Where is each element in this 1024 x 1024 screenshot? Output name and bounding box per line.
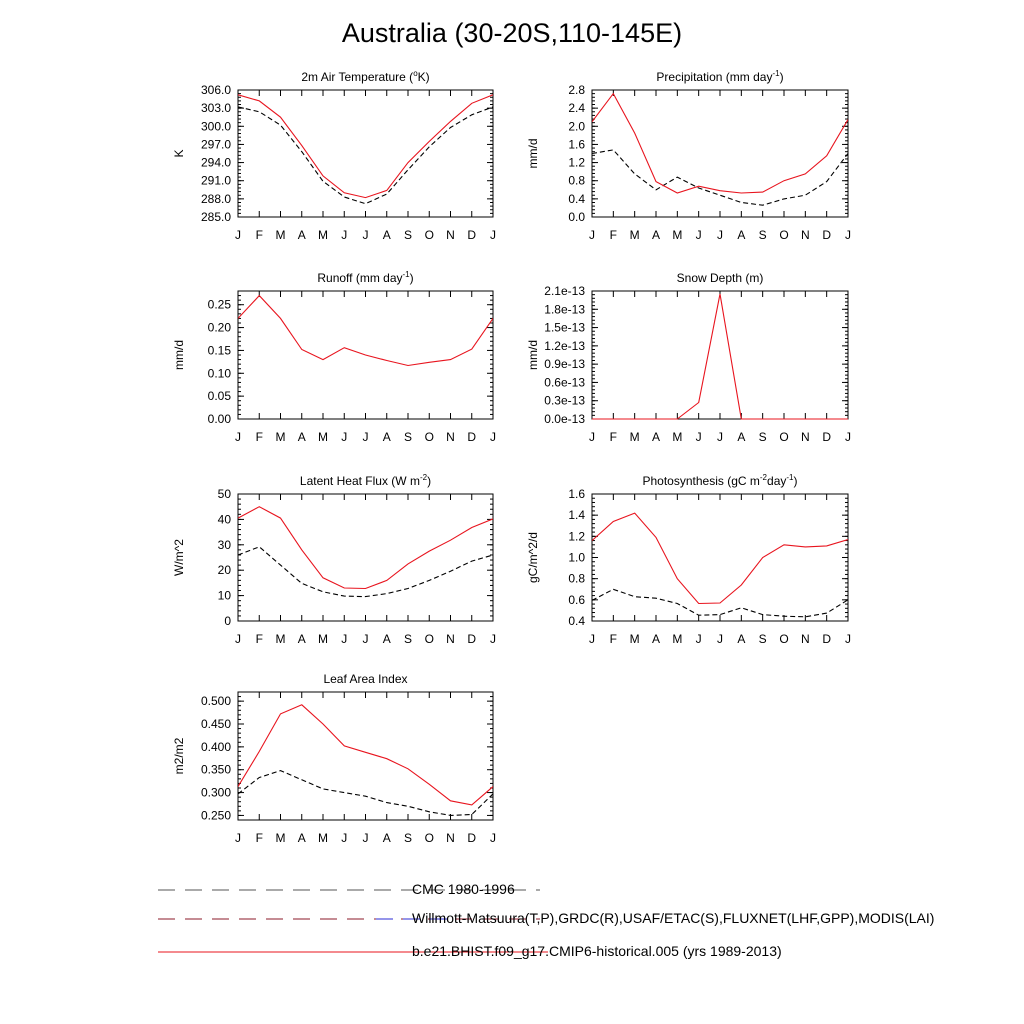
chart-panel-5 [526, 473, 851, 646]
y-tick-label: 0.3e-13 [544, 393, 585, 408]
series-line-model [592, 513, 848, 603]
x-tick-label: J [589, 430, 595, 444]
y-tick-label: 297.0 [200, 137, 231, 152]
y-tick-label: 0.400 [200, 739, 231, 754]
y-tick-label: 30 [217, 537, 231, 552]
x-tick-label: M [275, 430, 286, 444]
y-axis-label: m2/m2 [172, 737, 186, 775]
x-tick-label: D [467, 831, 477, 845]
y-tick-label: 0.9e-13 [544, 357, 585, 372]
x-tick-label: F [255, 831, 263, 845]
y-tick-label: 2.0 [568, 119, 585, 134]
x-tick-label: A [651, 228, 661, 242]
x-tick-label: A [382, 831, 391, 845]
x-tick-label: M [275, 831, 286, 845]
series-line-model [238, 95, 493, 198]
y-tick-label: 1.5e-13 [544, 320, 585, 335]
x-tick-label: F [609, 228, 618, 242]
chart-title-sup: o [413, 69, 418, 78]
y-tick-label: 0.4 [568, 191, 585, 206]
y-tick-label: 1.2 [568, 529, 585, 544]
chart-title-part: Precipitation (mm day [656, 70, 773, 84]
x-tick-label: J [717, 228, 723, 242]
y-tick-label: 288.0 [200, 191, 231, 206]
y-tick-label: 1.0 [568, 550, 585, 565]
chart-title-part: 2m Air Temperature ( [301, 70, 414, 84]
chart-title-part: K) [417, 70, 430, 84]
x-tick-label: N [446, 831, 455, 845]
x-tick-label: O [424, 831, 434, 845]
y-tick-label: 0.20 [207, 320, 231, 335]
y-tick-label: 1.2 [568, 155, 585, 170]
x-tick-label: A [297, 632, 306, 646]
x-tick-label: F [609, 430, 618, 444]
x-tick-label: A [737, 632, 746, 646]
x-tick-label: M [275, 228, 286, 242]
x-tick-label: D [822, 228, 832, 242]
plot-frame [592, 494, 848, 621]
chart-title-part: day [767, 474, 787, 488]
x-tick-label: J [845, 632, 851, 646]
legend-label-obs: Willmott-Matsuura(T,P),GRDC(R),USAF/ETAC(S),FLUXNET(LHF,GPP),MODIS(LAI) [412, 910, 935, 926]
chart-panel-1 [526, 69, 851, 242]
x-tick-label: F [255, 228, 263, 242]
y-tick-label: 300.0 [200, 119, 231, 134]
x-tick-label: O [779, 430, 789, 444]
y-tick-label: 0.450 [200, 717, 231, 731]
y-tick-label: 10 [217, 588, 231, 603]
x-tick-label: S [403, 430, 413, 444]
x-tick-label: O [779, 228, 789, 242]
y-tick-label: 291.0 [200, 173, 231, 188]
chart-title [656, 69, 783, 84]
x-tick-label: D [822, 430, 832, 444]
x-tick-label: O [424, 228, 434, 242]
x-tick-label: M [318, 831, 328, 845]
x-tick-label: J [695, 228, 702, 242]
x-tick-label: M [672, 228, 683, 242]
legend-label-cmc: CMC 1980-1996 [412, 881, 515, 897]
x-tick-label: F [255, 632, 263, 646]
x-tick-label: D [467, 430, 477, 444]
x-tick-label: S [403, 228, 413, 242]
x-tick-label: M [629, 228, 640, 242]
x-tick-label: F [609, 632, 618, 646]
x-tick-label: M [318, 632, 328, 646]
x-tick-label: J [490, 831, 496, 845]
y-tick-label: 2.4 [568, 101, 585, 116]
chart-title-sup: -1 [786, 473, 794, 482]
x-tick-label: D [822, 632, 832, 646]
series-line-model [592, 294, 848, 419]
legend-row-cmc [0, 880, 1024, 900]
x-tick-label: A [737, 430, 746, 444]
chart-panel-3 [526, 271, 851, 444]
legend-label-model: b.e21.BHIST.f09_g17.CMIP6-historical.005 (yrs 1989-2013) [412, 943, 782, 959]
chart-title [677, 271, 764, 285]
x-tick-label: J [845, 228, 851, 242]
series-line-obs [592, 150, 848, 205]
y-tick-label: 306.0 [200, 83, 231, 97]
plot-frame [592, 90, 848, 217]
x-tick-label: J [695, 430, 702, 444]
x-tick-label: M [275, 632, 286, 646]
x-tick-label: J [362, 632, 369, 646]
x-tick-label: J [589, 632, 595, 646]
x-tick-label: A [297, 831, 306, 845]
series-line-obs [238, 547, 493, 597]
y-axis-label: mm/d [172, 340, 186, 370]
chart-title-part: ) [409, 271, 414, 285]
x-tick-label: A [737, 228, 746, 242]
x-tick-label: M [672, 632, 683, 646]
x-tick-label: O [424, 632, 434, 646]
y-tick-label: 0.0e-13 [544, 412, 585, 426]
chart-title-part: ) [793, 474, 798, 488]
plot-frame [238, 692, 493, 820]
y-tick-label: 0.350 [200, 762, 231, 777]
legend-row-obs [0, 909, 1024, 929]
y-tick-label: 285.0 [200, 210, 231, 224]
x-tick-label: S [403, 632, 413, 646]
y-tick-label: 40 [217, 512, 231, 527]
plot-frame [592, 291, 848, 419]
x-tick-label: N [800, 228, 810, 242]
y-tick-label: 0.500 [200, 694, 231, 709]
x-tick-label: J [589, 228, 595, 242]
y-tick-label: 1.2e-13 [544, 338, 585, 353]
chart-title-part: ) [427, 474, 432, 488]
x-tick-label: J [717, 632, 723, 646]
chart-title-part: ) [779, 70, 784, 84]
x-tick-label: M [318, 430, 328, 444]
plot-frame [238, 494, 493, 621]
y-tick-label: 1.6 [568, 137, 585, 152]
x-tick-label: J [341, 228, 348, 242]
y-tick-label: 0.8 [568, 571, 585, 586]
y-tick-label: 0.8 [568, 173, 585, 188]
y-axis-label: K [172, 149, 186, 158]
y-tick-label: 303.0 [200, 101, 231, 116]
y-tick-label: 0.0 [568, 210, 585, 224]
x-tick-label: A [651, 430, 661, 444]
chart-title-sup: -2 [759, 473, 768, 482]
x-tick-label: S [403, 831, 413, 845]
y-tick-label: 0 [224, 614, 231, 628]
x-tick-label: M [318, 228, 328, 242]
series-line-obs [238, 771, 493, 816]
series-line-model [592, 94, 848, 193]
y-tick-label: 0.00 [207, 412, 231, 426]
chart-panel-4 [172, 473, 496, 646]
chart-panel-0 [172, 69, 496, 242]
y-tick-label: 2.1e-13 [544, 284, 585, 298]
x-tick-label: A [382, 632, 391, 646]
chart-title-sup: -1 [772, 69, 780, 78]
x-tick-label: S [758, 430, 767, 444]
x-tick-label: A [651, 632, 661, 646]
x-tick-label: J [235, 430, 241, 444]
y-tick-label: 0.6e-13 [544, 375, 585, 390]
chart-title [300, 473, 431, 488]
y-tick-label: 294.0 [200, 155, 231, 170]
x-tick-label: D [467, 632, 477, 646]
chart-title-sup: -1 [402, 270, 410, 279]
x-tick-label: O [779, 632, 789, 646]
series-line-obs [238, 107, 493, 204]
x-tick-label: J [341, 831, 348, 845]
x-tick-label: N [800, 430, 810, 444]
legend-row-model [0, 942, 1024, 962]
x-tick-label: J [362, 228, 369, 242]
x-tick-label: N [446, 430, 455, 444]
chart-title [643, 473, 798, 488]
x-tick-label: J [845, 430, 851, 444]
chart-title-part: Photosynthesis (gC m [642, 474, 760, 488]
x-tick-label: J [235, 632, 241, 646]
chart-title [317, 270, 413, 285]
y-tick-label: 1.4 [568, 508, 585, 523]
x-tick-label: J [235, 831, 241, 845]
x-tick-label: A [297, 228, 306, 242]
y-tick-label: 1.6 [568, 487, 585, 501]
x-tick-label: J [717, 430, 723, 444]
chart-title [301, 69, 429, 84]
y-tick-label: 0.15 [207, 343, 231, 358]
x-tick-label: M [629, 430, 640, 444]
y-tick-label: 50 [217, 487, 231, 501]
y-tick-label: 0.05 [207, 389, 231, 404]
chart-title-part: Leaf Area Index [323, 672, 408, 686]
x-tick-label: J [362, 430, 369, 444]
x-tick-label: S [758, 228, 767, 242]
y-axis-label: W/m^2 [172, 539, 186, 576]
y-tick-label: 0.250 [200, 808, 231, 823]
x-tick-label: M [629, 632, 640, 646]
y-axis-label: mm/d [526, 138, 540, 169]
chart-title-part: Latent Heat Flux (W m [299, 474, 420, 488]
x-tick-label: J [490, 228, 496, 242]
x-tick-label: O [424, 430, 434, 444]
y-tick-label: 0.4 [568, 614, 585, 628]
chart-title [323, 672, 407, 686]
chart-title-part: Runoff (mm day [317, 271, 403, 285]
y-tick-label: 2.8 [568, 83, 585, 97]
chart-title-sup: -2 [419, 473, 428, 482]
x-tick-label: J [341, 430, 348, 444]
y-tick-label: 20 [217, 563, 231, 578]
x-tick-label: J [490, 430, 496, 444]
series-line-model [238, 296, 493, 366]
x-tick-label: A [297, 430, 306, 444]
y-tick-label: 1.8e-13 [544, 302, 585, 317]
x-tick-label: J [695, 632, 702, 646]
chart-title-part: Snow Depth (m) [676, 271, 764, 285]
x-tick-label: J [362, 831, 369, 845]
page-title: Australia (30-20S,110-145E) [341, 18, 683, 48]
y-axis-label: gC/m^2/d [526, 532, 540, 583]
x-tick-label: F [255, 430, 263, 444]
series-line-model [238, 705, 493, 805]
x-tick-label: M [672, 430, 683, 444]
x-tick-label: J [341, 632, 348, 646]
y-tick-label: 0.300 [200, 785, 231, 800]
y-axis-label: mm/d [526, 340, 540, 370]
x-tick-label: J [235, 228, 241, 242]
x-tick-label: A [382, 430, 391, 444]
x-tick-label: S [758, 632, 767, 646]
chart-panel-2 [172, 270, 496, 444]
chart-panel-6 [172, 672, 496, 845]
y-tick-label: 0.25 [207, 297, 231, 312]
x-tick-label: N [446, 632, 455, 646]
series-line-model [238, 507, 493, 589]
x-tick-label: A [382, 228, 391, 242]
x-tick-label: D [467, 228, 477, 242]
y-tick-label: 0.6 [568, 592, 585, 607]
x-tick-label: N [446, 228, 455, 242]
y-tick-label: 0.10 [207, 366, 231, 381]
x-tick-label: J [490, 632, 496, 646]
x-tick-label: N [800, 632, 810, 646]
